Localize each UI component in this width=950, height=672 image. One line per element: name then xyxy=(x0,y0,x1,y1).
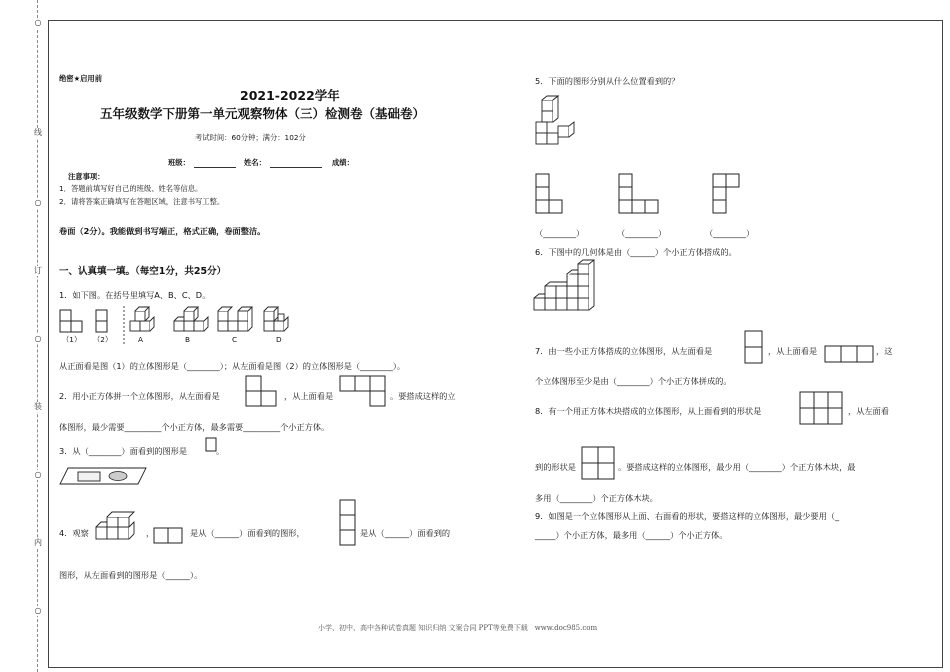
q5-blank-3: （________） xyxy=(705,228,755,238)
q1-label-1: （1） xyxy=(62,335,82,344)
notes-item: 1．答题前填写好自己的班级、姓名等信息。 xyxy=(59,184,203,193)
notes-heading: 注意事项： xyxy=(68,172,105,181)
q6-text: 6．下图中的几何体是由（______）个小正方体搭成的。 xyxy=(535,247,737,257)
binding-mark: 装 xyxy=(34,402,42,411)
q7-text-1: 7．由一些小正方体搭成的立体图形，从左面看是 xyxy=(535,346,713,356)
q1-shape-c xyxy=(218,307,252,331)
q1-shape-a xyxy=(130,307,154,331)
q2-top-view xyxy=(340,376,388,408)
q7-text-4: 个立体图形至少是由（________）个小正方体拼成的。 xyxy=(535,376,732,386)
binding-mark: ○ xyxy=(34,470,42,479)
notes-item: 2．请将答案正确填写在答题区域，注意书写工整。 xyxy=(59,197,225,206)
q1-answer: 从正面看是图（1）的立体图形是（________）；从左面看是图（2）的立体图形是（________）。 xyxy=(59,361,406,371)
q4-view-b xyxy=(340,500,358,548)
binding-mark: ○ xyxy=(34,198,42,207)
q1-label-c: C xyxy=(232,335,238,344)
name-field[interactable] xyxy=(270,167,322,168)
q3-text-1: 3．从（________）面看到的图形是 xyxy=(59,446,188,456)
q5-view-1 xyxy=(536,174,566,216)
q4-text-1: 4．观察 xyxy=(59,528,89,538)
q7-top-view xyxy=(825,346,875,364)
q1-view-2 xyxy=(96,310,107,332)
secret-label: 绝密★启用前 xyxy=(59,74,103,83)
binding-mark: ○ xyxy=(34,18,42,27)
neatness-note: 卷面（2分）。我能做到书写端正，格式正确，卷面整洁。 xyxy=(59,226,266,236)
q8-text-5: 多用（________）个正方体木块。 xyxy=(535,493,658,503)
q9-text-1: 9．如图是一个立体图形从上面、右面看的形状，要搭这样的立体图形，最少要用（_ xyxy=(535,511,840,521)
section1-heading: 一、认真填一填。（每空1分，共25分） xyxy=(59,266,227,277)
binding-mark: 订 xyxy=(34,266,42,275)
exam-year: 2021-2022学年 xyxy=(240,88,340,103)
q4-text-4: 是从（______）面看到的 xyxy=(360,528,451,538)
q4-solid-figure xyxy=(96,512,142,544)
q1-view-1 xyxy=(60,310,82,332)
q4-text-3: 是从（______）面看到的图形， xyxy=(190,528,305,538)
q9-text-2: _____）个小正方体，最多用（______）个小正方体。 xyxy=(535,530,728,540)
q5-solid-figure xyxy=(534,96,580,150)
q1-shape-b xyxy=(174,307,208,331)
q7-text-3: ，这 xyxy=(876,346,893,356)
name-label: 姓名： xyxy=(244,158,266,167)
q8-left-view xyxy=(582,447,616,481)
q3-text-2: 。 xyxy=(216,446,225,456)
q5-blank-2: （________） xyxy=(617,228,667,238)
q8-text-3: 到的形状是 xyxy=(535,462,576,472)
q1-label-b: B xyxy=(185,335,191,344)
q5-text: 5．下面的图形分别从什么位置看到的？ xyxy=(535,76,680,86)
exam-title: 五年级数学下册第一单元观察物体（三）检测卷（基础卷） xyxy=(100,106,426,121)
class-label: 班级： xyxy=(168,158,190,167)
q8-top-view xyxy=(800,392,846,426)
score-label: 成绩： xyxy=(332,158,354,167)
class-field[interactable] xyxy=(194,167,236,168)
q5-view-3 xyxy=(713,174,743,216)
binding-mark: 内 xyxy=(34,538,42,547)
footer-text: 小学、初中、高中各种试卷真题 知识归纳 文案合同 PPT等免费下载 www.doc985.com xyxy=(318,624,598,632)
q7-text-2: ，从上面看是 xyxy=(768,346,818,356)
q5-blank-1: （________） xyxy=(535,228,585,238)
q1-label-d: D xyxy=(276,335,282,344)
q3-objects-figure xyxy=(58,466,148,486)
q1-label-2: （2） xyxy=(93,335,113,344)
binding-mark: ○ xyxy=(34,334,42,343)
q8-text-4: 。要搭成这样的立体图形，最少用（________）个正方体木块，最 xyxy=(618,462,856,472)
q2-text-4: 体图形，最少需要_________个小正方体，最多需要_________个小正方体。 xyxy=(59,422,330,432)
q7-left-view xyxy=(745,331,765,365)
q2-text-1: 2．用小正方体拼一个立体图形，从左面看是 xyxy=(59,391,220,401)
q2-text-3: 。要搭成这样的立 xyxy=(390,391,456,401)
q1-label-a: A xyxy=(138,335,143,344)
binding-mark: ○ xyxy=(34,606,42,615)
q1-text: 1．如下图。在括号里填写A、B、C、D。 xyxy=(59,290,211,300)
binding-mark: 线 xyxy=(34,128,42,137)
q6-solid-figure xyxy=(532,262,604,314)
q5-view-2 xyxy=(619,174,661,216)
q4-view-a xyxy=(154,528,186,546)
q8-text-2: ，从左面看 xyxy=(848,406,889,416)
q1-shape-d xyxy=(264,307,288,331)
q4-text-2: ， xyxy=(146,528,155,538)
exam-info: 考试时间：60分钟；满分：102分 xyxy=(195,133,306,142)
q4-text-5: 图形，从左面看到的图形是（______）。 xyxy=(59,570,203,580)
q2-text-2: ，从上面看是 xyxy=(284,391,334,401)
q2-left-view xyxy=(246,376,278,408)
q8-text-1: 8．有一个用正方体木块搭成的立体图形，从上面看到的形状是 xyxy=(535,406,762,416)
binding-strip xyxy=(0,0,48,672)
